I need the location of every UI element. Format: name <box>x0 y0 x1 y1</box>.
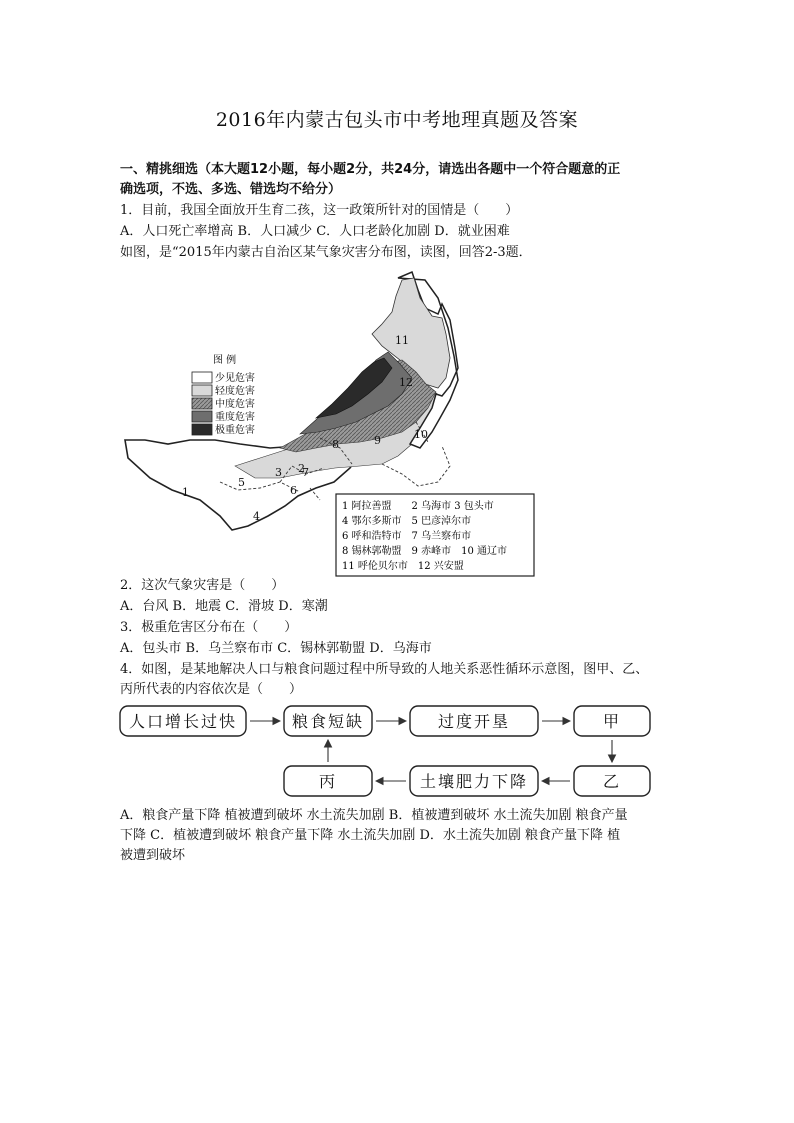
section-heading-line2: 确选项，不选、多选、错选均不给分） <box>120 182 342 197</box>
map-intro: 如图，是“2015年内蒙古自治区某气象灾害分布图，读图，回答2-3题． <box>120 245 532 260</box>
flow-label-yi: 乙 <box>602 772 622 791</box>
flow-label-over-reclamation: 过度开垦 <box>437 712 511 731</box>
q4-stem-line1: 4．如图，是某地解决人口与粮食问题过程中所导致的人地关系恶性循环示意图，图甲、乙、 <box>120 662 649 677</box>
q2-options: A．台风 B．地震 C．滑坡 D．寒潮 <box>120 599 328 614</box>
flow-label-soil-fertility: 土壤肥力下降 <box>419 772 529 791</box>
legend-swatch-4 <box>192 411 212 422</box>
region-number-7: 7 <box>302 466 309 479</box>
key-row-5: 11 呼伦贝尔市 12 兴安盟 <box>342 561 464 572</box>
key-row-4: 8 锡林郭勒盟 9 赤峰市 10 通辽市 <box>342 546 507 557</box>
region-number-3: 3 <box>275 466 282 479</box>
q4-stem-line2: 丙所代表的内容依次是（ ） <box>120 682 303 697</box>
key-row-1: 1 阿拉善盟 2 乌海市 3 包头市 <box>342 501 494 512</box>
section-heading-line1: 一、精挑细选（本大题12小题，每小题2分，共24分，请选出各题中一个符合题意的正 <box>120 162 621 177</box>
map-legend <box>192 353 255 436</box>
region-number-11: 11 <box>395 334 409 347</box>
region-number-8: 8 <box>332 438 339 451</box>
region-number-5: 5 <box>238 476 245 489</box>
q4-options-line1: A．粮食产量下降 植被遭到破坏 水土流失加剧 B．植被遭到破坏 水土流失加剧 粮食产量 <box>120 808 628 823</box>
legend-swatch-3 <box>192 398 212 409</box>
q3-stem: 3．极重危害区分布在（ ） <box>120 620 298 635</box>
legend-label-5: 极重危害 <box>215 425 255 436</box>
weather-disaster-map <box>120 268 540 578</box>
legend-label-1: 少见危害 <box>215 373 255 384</box>
q1-options: A．人口死亡率增高 B．人口减少 C．人口老龄化加剧 D．就业困难 <box>120 224 510 239</box>
q2-stem: 2．这次气象灾害是（ ） <box>120 578 285 593</box>
region-number-4: 4 <box>253 510 260 523</box>
flow-label-bing: 丙 <box>318 772 338 791</box>
key-row-3: 6 呼和浩特市 7 乌兰察布市 <box>342 531 472 542</box>
flow-label-jia: 甲 <box>602 712 622 731</box>
region-number-9: 9 <box>374 434 381 447</box>
region-number-2: 2 <box>298 462 305 475</box>
legend-title: 图 例 <box>213 355 237 366</box>
vicious-cycle-diagram <box>118 700 658 800</box>
key-row-2: 4 鄂尔多斯市 5 巴彦淖尔市 <box>342 516 472 527</box>
region-number-10: 10 <box>414 428 428 441</box>
legend-swatch-2 <box>192 385 212 396</box>
legend-label-4: 重度危害 <box>215 412 255 423</box>
flow-label-grain-shortage: 粮食短缺 <box>291 712 365 731</box>
q4-options-line3: 被遭到破坏 <box>120 848 186 863</box>
page-title: 2016年内蒙古包头市中考地理真题及答案 <box>215 109 579 131</box>
q1-stem: 1．目前，我国全面放开生育二孩，这一政策所针对的国情是（ ） <box>120 203 519 218</box>
region-number-6: 6 <box>290 484 297 497</box>
legend-swatch-5 <box>192 424 212 435</box>
q4-options-line2: 下降 C．植被遭到破坏 粮食产量下降 水土流失加剧 D．水土流失加剧 粮食产量下降 植 <box>120 828 621 843</box>
legend-label-2: 轻度危害 <box>215 386 255 397</box>
map-key-box <box>336 494 534 576</box>
region-number-12: 12 <box>399 376 413 389</box>
legend-swatch-1 <box>192 372 212 383</box>
flow-label-population-growth: 人口增长过快 <box>128 712 238 731</box>
legend-label-3: 中度危害 <box>215 399 255 410</box>
region-number-1: 1 <box>182 486 189 499</box>
q3-options: A．包头市 B．乌兰察布市 C．锡林郭勒盟 D．乌海市 <box>120 641 432 656</box>
